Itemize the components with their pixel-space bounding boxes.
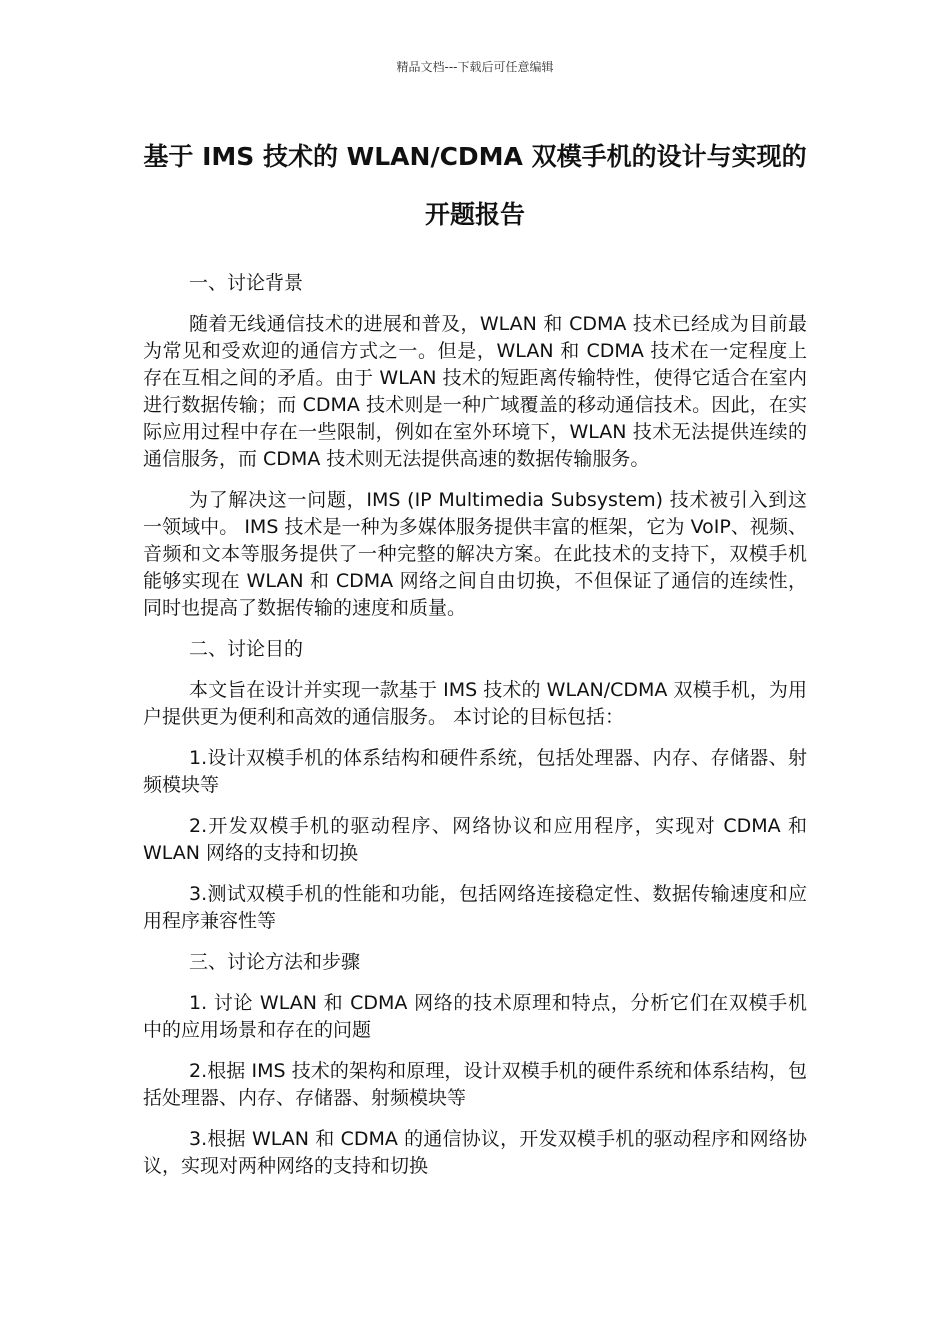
section-heading-purpose: 二、讨论目的 — [189, 638, 304, 660]
paragraph-background-2: 为了解决这一问题，IMS (IP Multimedia Subsystem) 技术被引入到这一领域中。 IMS 技术是一种为多媒体服务提供丰富的框架，它为 VoIP、视频、音频和文本等服务提供了一种完整的解决方案。在此技术的支持下，双模手机能够实现在 WLAN 和 CDMA 网络之间自由切换，不但保证了通信的连续性，同时也提高了数据传输的速度和质量。 — [143, 489, 807, 619]
section-heading-background: 一、讨论背景 — [189, 272, 304, 294]
list-item-purpose-2: 2.开发双模手机的驱动程序、网络协议和应用程序，实现对 CDMA 和 WLAN 网络的支持和切换 — [143, 815, 807, 864]
paragraph-purpose-intro: 本文旨在设计并实现一款基于 IMS 技术的 WLAN/CDMA 双模手机，为用户提供更为便利和高效的通信服务。 本讨论的目标包括： — [143, 679, 807, 728]
document-body — [143, 270, 807, 1194]
header-note: 精品文档---下载后可任意编辑 — [396, 60, 554, 74]
list-item-method-3: 3.根据 WLAN 和 CDMA 的通信协议，开发双模手机的驱动程序和网络协议，实现对两种网络的支持和切换 — [143, 1128, 807, 1177]
section-heading-method: 三、讨论方法和步骤 — [189, 951, 361, 973]
list-item-method-1: 1. 讨论 WLAN 和 CDMA 网络的技术原理和特点，分析它们在双模手机中的应用场景和存在的问题 — [143, 992, 807, 1041]
list-item-method-2: 2.根据 IMS 技术的架构和原理，设计双模手机的硬件系统和体系结构，包括处理器、内存、存储器、射频模块等 — [143, 1060, 807, 1109]
list-item-purpose-3: 3.测试双模手机的性能和功能，包括网络连接稳定性、数据传输速度和应用程序兼容性等 — [143, 883, 807, 932]
document-title: 基于 IMS 技术的 WLAN/CDMA 双模手机的设计与实现的开题报告 — [143, 142, 807, 229]
list-item-purpose-1: 1.设计双模手机的体系结构和硬件系统，包括处理器、内存、存储器、射频模块等 — [143, 747, 807, 796]
paragraph-background-1: 随着无线通信技术的进展和普及，WLAN 和 CDMA 技术已经成为目前最为常见和受欢迎的通信方式之一。但是，WLAN 和 CDMA 技术在一定程度上存在互相之间的矛盾。由于 WLAN 技术的短距离传输特性，使得它适合在室内进行数据传输；而 CDMA 技术则是一种广域覆盖的移动通信技术。因此，在实际应用过程中存在一些限制，例如在室外环境下，WLAN 技术无法提供连续的通信服务，而 CDMA 技术则无法提供高速的数据传输服务。 — [143, 313, 807, 470]
